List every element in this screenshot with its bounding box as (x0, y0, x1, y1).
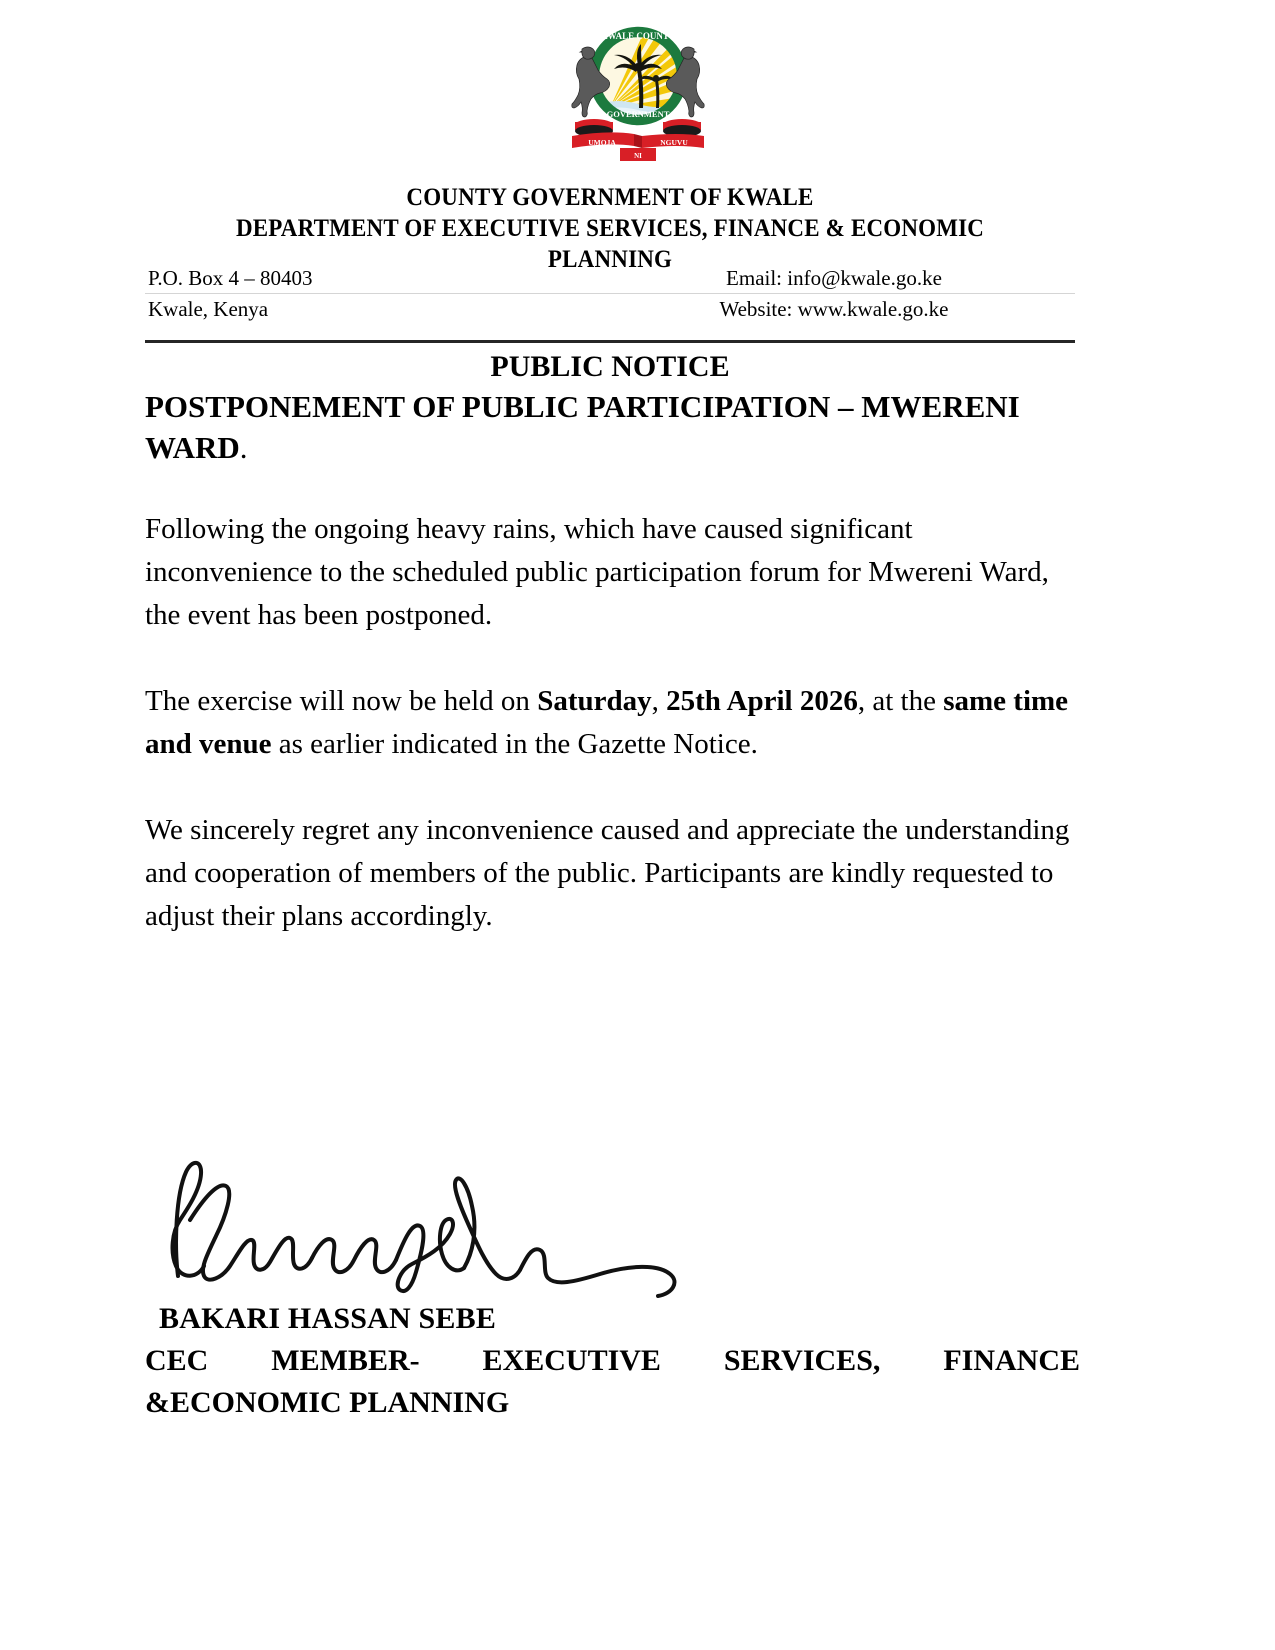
svg-text:KWALE COUNTY: KWALE COUNTY (600, 31, 675, 41)
svg-text:GOVERNMENT: GOVERNMENT (606, 109, 669, 119)
notice-body (145, 508, 1075, 981)
org-name: COUNTY GOVERNMENT OF KWALE (406, 184, 814, 211)
page-title: PUBLIC NOTICE (490, 350, 730, 383)
department-name: DEPARTMENT OF EXECUTIVE SERVICES, FINANCE & ECONOMIC PLANNING (235, 215, 985, 273)
logo-container (0, 18, 1275, 173)
paragraph-1: Following the ongoing heavy rains, which have caused significant inconvenience to the scheduled public participation forum for Mwereni Ward, the event has been postponed. (145, 513, 1049, 631)
signer-name: BAKARI HASSAN SEBE (159, 1302, 497, 1335)
handwritten-signature (160, 1128, 680, 1313)
contact-block (145, 263, 1075, 324)
svg-text:UMOJA: UMOJA (587, 138, 616, 147)
subject-heading (145, 386, 1085, 468)
p2-venue-bold: same time and venue (145, 685, 1069, 760)
p2-part-c: , (651, 685, 667, 717)
svg-text:NGUVU: NGUVU (659, 138, 688, 147)
po-box-text: P.O. Box 4 – 80403 (148, 266, 313, 290)
p2-part-g: as earlier indicated in the Gazette Notice. (271, 728, 758, 760)
signer-role-line-1: CEC MEMBER- EXECUTIVE SERVICES, FINANCE (145, 1344, 1080, 1377)
signer-role-line-2: &ECONOMIC PLANNING (145, 1386, 510, 1419)
paragraph-3: We sincerely regret any inconvenience caused and appreciate the understanding and cooperation of members of the public. Participants are kindly requested to adjust their plans accordingly. (145, 814, 1070, 932)
header-divider (145, 340, 1075, 343)
kwale-county-coat-of-arms-icon (538, 18, 738, 168)
paragraph-2 (145, 680, 1075, 766)
contact-row (145, 263, 1075, 294)
svg-text:NI: NI (633, 152, 642, 160)
city-text: Kwale, Kenya (148, 297, 269, 321)
subject-period: . (239, 430, 248, 465)
p2-date-bold: 25th April 2026 (666, 685, 858, 717)
subject-text: POSTPONEMENT OF PUBLIC PARTICIPATION – MWERENI WARD (145, 389, 1020, 465)
signer-block (145, 1298, 1080, 1424)
p2-part-e: , at the (857, 685, 944, 717)
p2-part-a: The exercise will now be held on (145, 685, 538, 717)
website-text: Website: www.kwale.go.ke (719, 297, 949, 321)
contact-row (145, 294, 1075, 324)
p2-day-bold: Saturday (537, 685, 652, 717)
organization-header (182, 182, 1038, 275)
email-text: Email: info@kwale.go.ke (726, 266, 942, 290)
